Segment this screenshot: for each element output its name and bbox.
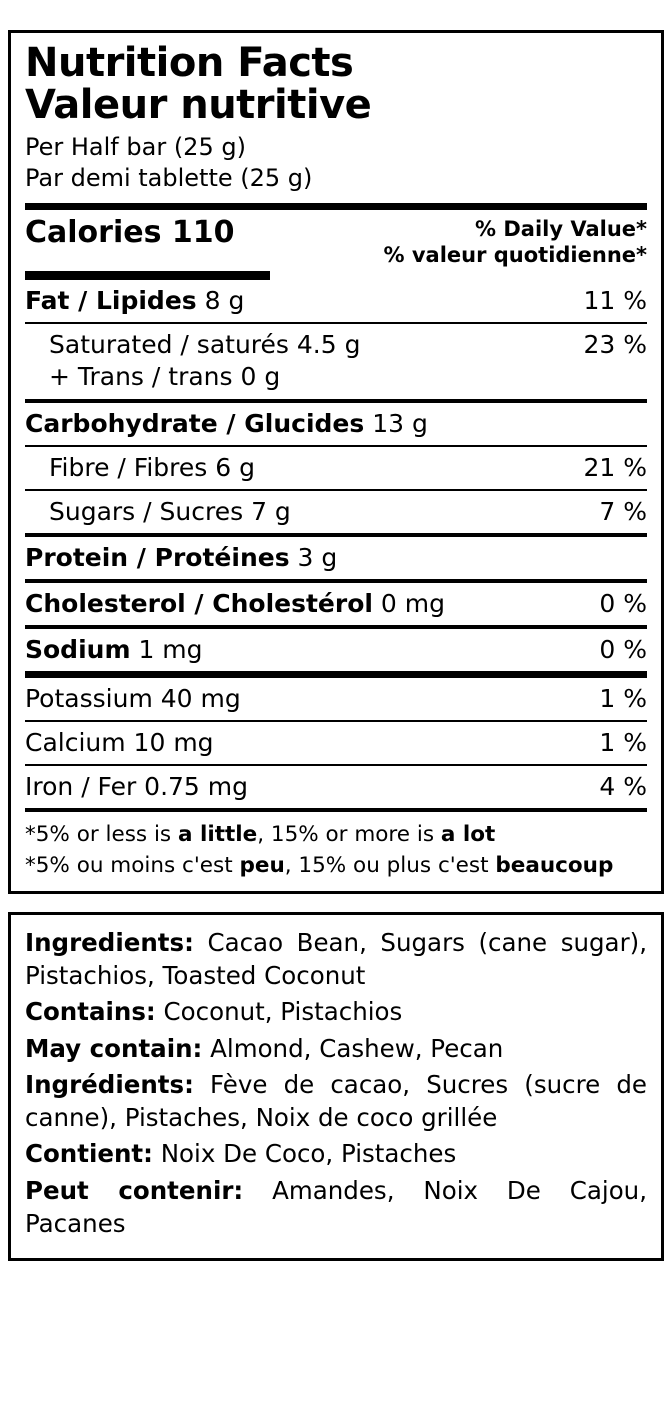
sugars-label: Sugars / Sucres 7 g bbox=[49, 496, 291, 526]
calories-label: Calories 110 bbox=[25, 215, 235, 251]
ingredients-en-label: Ingredients: bbox=[25, 927, 194, 957]
fat-amount: 8 g bbox=[204, 285, 245, 315]
iron-label: Iron / Fer 0.75 mg bbox=[25, 771, 249, 801]
cholesterol-label: Cholesterol / Cholestérol 0 mg bbox=[25, 588, 445, 618]
calcium-dv: 1 % bbox=[599, 727, 647, 757]
potassium-dv: 1 % bbox=[599, 683, 647, 713]
ingredients-en-text: Cacao Bean, Sugars (cane sugar), Pistachios, Toasted Coconut bbox=[25, 927, 647, 990]
may-contain-en-label: May contain: bbox=[25, 1033, 203, 1063]
calories-row bbox=[25, 210, 647, 271]
divider-thick-minerals bbox=[25, 671, 647, 678]
nutrition-facts-title-fr: Valeur nutritive bbox=[25, 81, 372, 128]
cholesterol-dv: 0 % bbox=[599, 588, 647, 618]
contient-fr-text: Noix De Coco, Pistaches bbox=[152, 1139, 457, 1169]
may-contain-en-text: Almond, Cashew, Pecan bbox=[202, 1033, 504, 1063]
ingredients-en-line bbox=[25, 927, 647, 992]
carbohydrate-amount: 13 g bbox=[372, 408, 428, 438]
peut-contenir-fr-label: Peut contenir: bbox=[25, 1176, 244, 1206]
ingredients-fr-text: Fève de cacao, Sucres (sucre de canne), Pistaches, Noix de coco grillée bbox=[25, 1070, 647, 1132]
daily-value-header-fr: % valeur quotidienne* bbox=[383, 243, 647, 268]
sodium-dv: 0 % bbox=[599, 634, 647, 664]
footnote-fr-part1: *5% ou moins c'est bbox=[25, 852, 240, 878]
row-sodium bbox=[25, 629, 647, 671]
footnote-en bbox=[25, 812, 647, 850]
daily-value-header bbox=[383, 216, 647, 269]
trans-label: + Trans / trans 0 g bbox=[49, 362, 281, 392]
nutrition-facts-title-en: Nutrition Facts bbox=[25, 40, 354, 86]
contains-en-line bbox=[25, 996, 647, 1029]
protein-amount: 3 g bbox=[297, 542, 338, 572]
footnote-en-little: a little bbox=[177, 821, 258, 847]
serving-size-en: Per Half bar (25 g) bbox=[25, 132, 246, 161]
ingredients-panel bbox=[8, 912, 664, 1261]
protein-label: Protein / Protéines 3 g bbox=[25, 542, 338, 572]
cholesterol-amount: 0 mg bbox=[380, 588, 445, 618]
potassium-label: Potassium 40 mg bbox=[25, 683, 241, 713]
fibre-label: Fibre / Fibres 6 g bbox=[49, 452, 255, 482]
fat-dv: 11 % bbox=[583, 285, 647, 315]
sugars-dv: 7 % bbox=[599, 496, 647, 526]
sodium-label: Sodium 1 mg bbox=[25, 634, 203, 664]
saturated-trans-labels bbox=[25, 329, 360, 394]
footnote-en-part2: , 15% or more is bbox=[257, 821, 441, 847]
fibre-dv: 21 % bbox=[583, 452, 647, 482]
row-fat bbox=[25, 280, 647, 322]
daily-value-header-en: % Daily Value* bbox=[475, 217, 647, 242]
row-protein bbox=[25, 537, 647, 579]
row-carbohydrate bbox=[25, 403, 647, 445]
fat-label: Fat / Lipides 8 g bbox=[25, 285, 245, 315]
footnote-fr-part2: , 15% ou plus c'est bbox=[284, 852, 496, 878]
row-sugars bbox=[25, 491, 647, 533]
divider-thick-top bbox=[25, 203, 647, 210]
peut-contenir-fr-line bbox=[25, 1175, 647, 1240]
footnote-en-part1: *5% or less is bbox=[25, 821, 178, 847]
row-cholesterol bbox=[25, 583, 647, 625]
serving-size-fr: Par demi tablette (25 g) bbox=[25, 164, 313, 193]
may-contain-en-line bbox=[25, 1033, 647, 1066]
footnote-fr-beaucoup: beaucoup bbox=[495, 852, 614, 878]
calcium-label: Calcium 10 mg bbox=[25, 727, 214, 757]
contient-fr-line bbox=[25, 1138, 647, 1171]
footnote-fr bbox=[25, 850, 647, 881]
row-fibre bbox=[25, 447, 647, 489]
row-potassium bbox=[25, 678, 647, 720]
saturated-label: Saturated / saturés 4.5 g bbox=[49, 329, 361, 359]
contains-en-text: Coconut, Pistachios bbox=[155, 997, 403, 1027]
row-calcium bbox=[25, 722, 647, 764]
footnote-en-alot: a lot bbox=[440, 821, 496, 847]
row-saturated-trans bbox=[25, 324, 647, 399]
contient-fr-label: Contient: bbox=[25, 1139, 153, 1169]
ingredients-fr-label: Ingrédients: bbox=[25, 1070, 194, 1100]
footnote-fr-peu: peu bbox=[239, 852, 285, 878]
nutrition-facts-panel bbox=[8, 30, 664, 894]
sodium-amount: 1 mg bbox=[138, 634, 203, 664]
contains-en-label: Contains: bbox=[25, 997, 156, 1027]
iron-dv: 4 % bbox=[599, 771, 647, 801]
saturated-trans-dv: 23 % bbox=[583, 329, 647, 359]
carbohydrate-label: Carbohydrate / Glucides 13 g bbox=[25, 408, 428, 438]
divider-calories-underline bbox=[25, 271, 270, 280]
row-iron bbox=[25, 766, 647, 808]
ingredients-fr-line bbox=[25, 1069, 647, 1134]
peut-contenir-fr-text: Amandes, Noix De Cajou, Pacanes bbox=[25, 1176, 647, 1238]
